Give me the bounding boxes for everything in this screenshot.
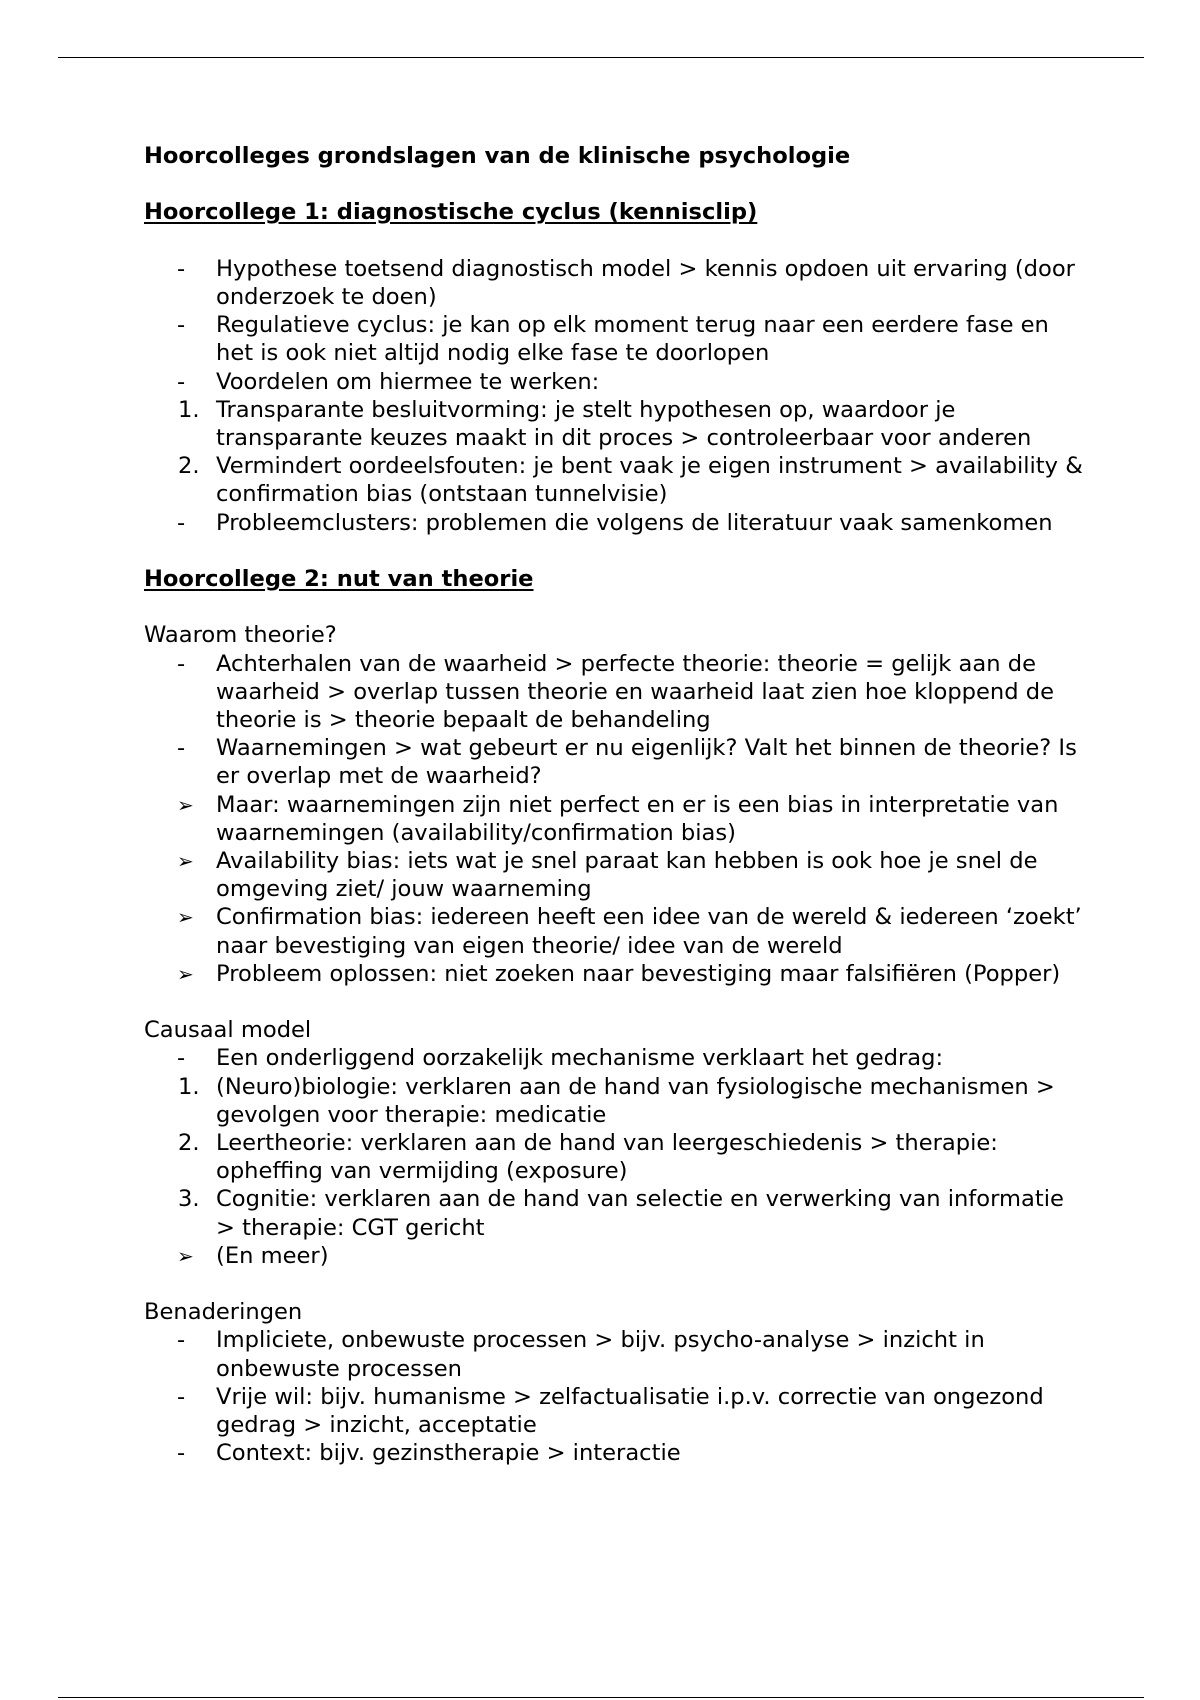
footer-rule bbox=[58, 1697, 1144, 1698]
list-item-text: Voordelen om hiermee te werken: bbox=[216, 368, 600, 395]
arrow-bullet-icon: ➢ bbox=[177, 905, 194, 930]
list-marker: 1. bbox=[178, 396, 200, 423]
list-item-text: Vrije wil: bijv. humanisme > zelfactualisatie i.p.v. correctie van ongezond gedrag > inzicht, acceptatie bbox=[216, 1383, 1044, 1439]
section-heading bbox=[144, 565, 1084, 593]
list-item bbox=[144, 960, 1084, 988]
list-item-text: Cognitie: verklaren aan de hand van selectie en verwerking van informatie > therapie: CGT gericht bbox=[216, 1186, 1064, 1241]
section-heading-text: Hoorcollege 2: nut van theorie bbox=[144, 566, 534, 592]
list-marker: - bbox=[177, 650, 186, 677]
sections bbox=[144, 198, 1084, 1467]
list-marker: - bbox=[177, 735, 186, 762]
arrow-bullet-icon: ➢ bbox=[177, 1243, 194, 1268]
list-marker: - bbox=[177, 1045, 186, 1072]
list-item-text: Hypothese toetsend diagnostisch model > kennis opdoen uit ervaring (door onderzoek te doen) bbox=[216, 255, 1075, 310]
list-item-text: Confirmation bias: iedereen heeft een idee van de wereld & iedereen ‘zoekt’ naar bevestiging van eigen theorie/ idee van de wereld bbox=[216, 904, 1082, 959]
group-label: Waarom theorie? bbox=[144, 622, 337, 649]
list-marker: - bbox=[177, 1440, 186, 1467]
list-item bbox=[144, 1129, 1084, 1185]
group-label: Causaal model bbox=[144, 1017, 312, 1044]
bullet-list bbox=[144, 1044, 1084, 1270]
list-item bbox=[144, 1326, 1084, 1382]
list-item-text: Probleem oplossen: niet zoeken naar bevestiging maar falsifiëren (Popper) bbox=[216, 960, 1061, 987]
list-item bbox=[144, 1044, 1084, 1072]
document-body bbox=[144, 142, 1084, 1467]
section-heading bbox=[144, 198, 1084, 226]
list-item bbox=[144, 368, 1084, 396]
list-marker: 2. bbox=[178, 1130, 200, 1157]
list-item-text: Achterhalen van de waarheid > perfecte theorie: theorie = gelijk aan de waarheid > overlap tussen theorie en waarheid laat zien hoe kloppend de theorie is > theorie bepaalt de behandeling bbox=[216, 650, 1055, 733]
list-item-text: Impliciete, onbewuste processen > bijv. psycho-analyse > inzicht in onbewuste processen bbox=[216, 1327, 985, 1382]
list-item bbox=[144, 650, 1084, 735]
list-item bbox=[144, 903, 1084, 959]
list-item-text: Vermindert oordeelsfouten: je bent vaak je eigen instrument > availability & confirmation bias (ontstaan tunnelvisie) bbox=[216, 453, 1083, 508]
arrow-bullet-icon: ➢ bbox=[177, 961, 194, 986]
list-item bbox=[144, 791, 1084, 847]
list-item-text: Context: bijv. gezinstherapie > interactie bbox=[216, 1440, 681, 1467]
list-item-text: Transparante besluitvorming: je stelt hypothesen op, waardoor je transparante keuzes maakt in dit proces > controleerbaar voor anderen bbox=[216, 396, 1032, 451]
list-item-text: (En meer) bbox=[216, 1242, 329, 1269]
list-item bbox=[144, 1242, 1084, 1270]
list-item bbox=[144, 1383, 1084, 1439]
list-item bbox=[144, 734, 1084, 790]
list-item bbox=[144, 1439, 1084, 1467]
list-item-text: Leertheorie: verklaren aan de hand van leergeschiedenis > therapie: opheffing van vermijding (exposure) bbox=[216, 1130, 998, 1185]
header-rule bbox=[58, 57, 1144, 58]
list-item bbox=[144, 255, 1084, 311]
arrow-bullet-icon: ➢ bbox=[177, 792, 194, 817]
list-item bbox=[144, 847, 1084, 903]
list-marker: - bbox=[177, 255, 186, 282]
list-marker: - bbox=[177, 368, 186, 395]
section-heading-text: Hoorcollege 1: diagnostische cyclus (kennisclip) bbox=[144, 199, 758, 226]
list-marker: - bbox=[177, 509, 186, 536]
document-title: Hoorcolleges grondslagen van de klinische psychologie bbox=[144, 143, 851, 169]
list-item bbox=[144, 452, 1084, 508]
bullet-list bbox=[144, 255, 1084, 537]
arrow-bullet-icon: ➢ bbox=[177, 849, 194, 874]
list-marker: - bbox=[177, 1327, 186, 1354]
bullet-list bbox=[144, 650, 1084, 988]
bullet-list bbox=[144, 1326, 1084, 1467]
list-marker: 2. bbox=[178, 453, 200, 480]
list-item bbox=[144, 1073, 1084, 1129]
list-item-text: Availability bias: iets wat je snel paraat kan hebben is ook hoe je snel de omgeving ziet/ jouw waarneming bbox=[216, 848, 1038, 903]
list-item bbox=[144, 311, 1084, 367]
list-item bbox=[144, 396, 1084, 452]
list-marker: 1. bbox=[178, 1073, 200, 1100]
list-item-text: Maar: waarnemingen zijn niet perfect en er is een bias in interpretatie van waarnemingen (availability/confirmation bias) bbox=[216, 791, 1059, 846]
list-item bbox=[144, 509, 1084, 537]
list-marker: - bbox=[177, 1383, 186, 1410]
list-item-text: Waarnemingen > wat gebeurt er nu eigenlijk? Valt het binnen de theorie? Is er overlap met de waarheid? bbox=[216, 735, 1077, 790]
list-item-text: Regulatieve cyclus: je kan op elk moment terug naar een eerdere fase en het is ook niet altijd nodig elke fase te doorlopen bbox=[216, 312, 1049, 367]
list-marker: - bbox=[177, 312, 186, 339]
list-item bbox=[144, 1185, 1084, 1241]
list-marker: 3. bbox=[178, 1186, 200, 1213]
list-item-text: Een onderliggend oorzakelijk mechanisme verklaart het gedrag: bbox=[216, 1045, 944, 1072]
list-item-text: Probleemclusters: problemen die volgens de literatuur vaak samenkomen bbox=[216, 509, 1053, 536]
list-item-text: (Neuro)biologie: verklaren aan de hand van fysiologische mechanismen > gevolgen voor therapie: medicatie bbox=[216, 1073, 1055, 1128]
group-label: Benaderingen bbox=[144, 1299, 303, 1326]
